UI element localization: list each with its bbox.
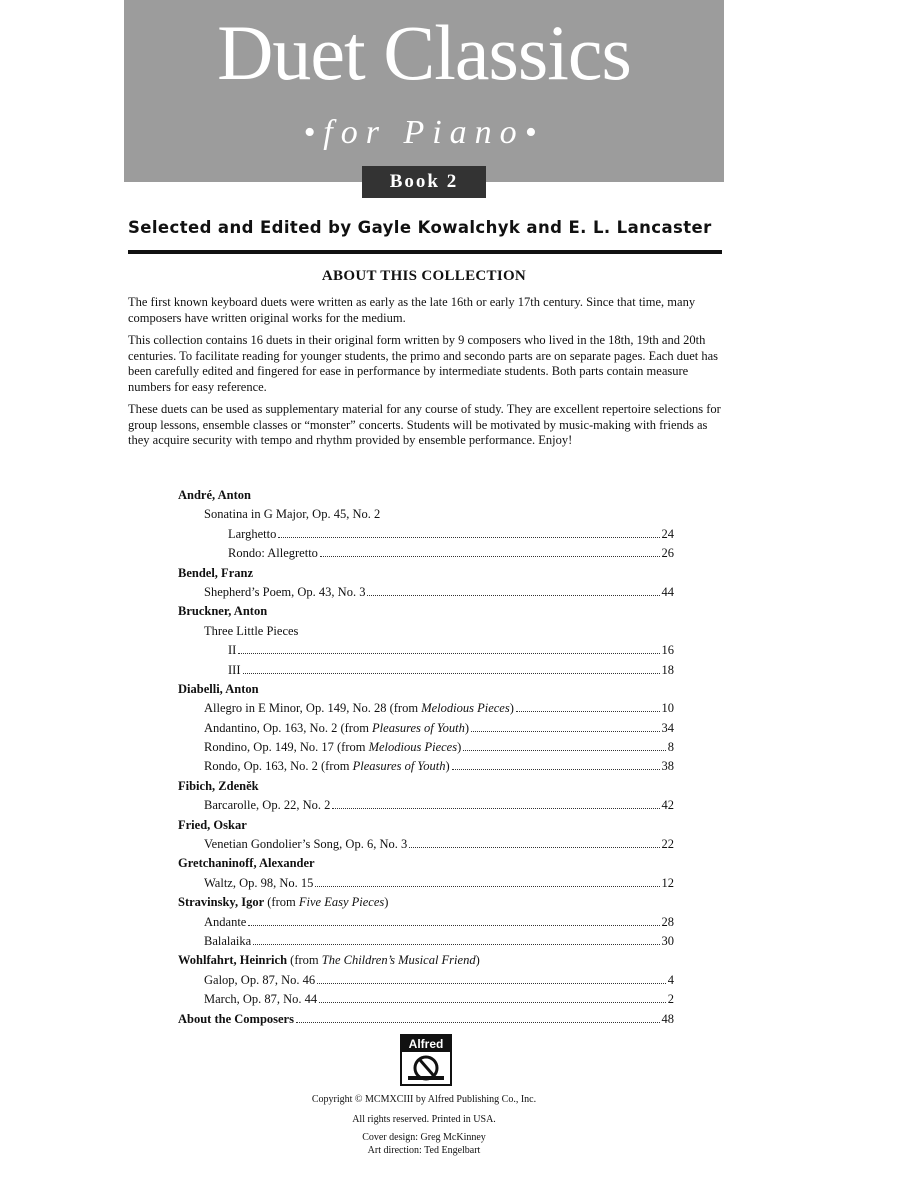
- toc-title: About the Composers: [178, 1011, 294, 1026]
- toc-composer: [178, 951, 674, 970]
- toc-source-title: The Children’s Musical Friend: [321, 953, 476, 968]
- toc-title: Allegro in E Minor, Op. 149, No. 28 (from: [204, 701, 419, 716]
- toc-title: Gretchaninoff, Alexander: [178, 856, 315, 871]
- toc-title: Rondino, Op. 149, No. 17 (from: [204, 740, 366, 755]
- toc-leader: [296, 1021, 660, 1023]
- toc-paren: ): [457, 740, 462, 755]
- toc-title: Fried, Oskar: [178, 817, 247, 832]
- book-number-badge: Book 2: [362, 166, 486, 198]
- toc-leader: [243, 672, 660, 674]
- toc-paren: ): [509, 701, 514, 716]
- toc-leader: [248, 924, 659, 926]
- toc-title: Andante: [204, 914, 247, 929]
- toc-leader: [238, 652, 659, 654]
- toc-entry: [178, 505, 674, 524]
- toc-page-number: 30: [661, 933, 674, 948]
- toc-composer: [178, 854, 674, 873]
- toc-page-number: 18: [661, 662, 674, 677]
- book-title: Duet Classics: [217, 9, 631, 96]
- toc-title: Larghetto: [228, 526, 277, 541]
- toc-title: Venetian Gondolier’s Song, Op. 6, No. 3: [204, 837, 408, 852]
- toc-title: Waltz, Op. 98, No. 15: [204, 875, 314, 890]
- toc-source-title: Five Easy Pieces: [298, 895, 385, 910]
- table-of-contents: [178, 486, 674, 1029]
- toc-composer: [178, 777, 674, 796]
- toc-page-number: 12: [661, 875, 674, 890]
- toc-entry: [178, 757, 674, 776]
- toc-entry: [178, 874, 674, 893]
- toc-title: Galop, Op. 87, No. 46: [204, 972, 316, 987]
- toc-source-title: Pleasures of Youth: [352, 759, 446, 774]
- about-text: [128, 295, 724, 456]
- toc-title: Bendel, Franz: [178, 565, 253, 580]
- toc-entry: [178, 583, 674, 602]
- toc-paren: ): [445, 759, 450, 774]
- toc-title: Diabelli, Anton: [178, 681, 259, 696]
- toc-entry: [178, 544, 674, 563]
- toc-page-number: 16: [661, 643, 674, 658]
- toc-title: March, Op. 87, No. 44: [204, 992, 318, 1007]
- toc-leader: [367, 594, 659, 596]
- heading-rule: [128, 250, 722, 254]
- toc-title: III: [228, 662, 241, 677]
- toc-page-number: 34: [661, 720, 674, 735]
- toc-page-number: 10: [661, 701, 674, 716]
- toc-page-number: 26: [661, 546, 674, 561]
- about-heading: ABOUT THIS COLLECTION: [321, 268, 527, 284]
- toc-page-number: 28: [661, 914, 674, 929]
- toc-leader: [319, 1001, 666, 1003]
- toc-paren: ): [464, 720, 470, 735]
- toc-page-number: 24: [661, 526, 674, 541]
- art-credit: Art direction: Ted Engelbart: [367, 1145, 481, 1156]
- toc-page-number: 8: [667, 740, 674, 755]
- toc-entry: [178, 622, 674, 641]
- about-paragraph: These duets can be used as supplementary material for any course of study. They are excellent repertoire selections for group lessons, ensemble classes or “monster” concerts. Students will be motivated by music-making with friends as they acquire security with tempo and rhythm provided by ensemble performance. Enjoy!: [128, 402, 721, 447]
- toc-source-title: Melodious Pieces: [368, 740, 458, 755]
- toc-title: Bruckner, Anton: [178, 604, 268, 619]
- toc-entry: [178, 699, 674, 718]
- toc-title: Barcarolle, Op. 22, No. 2: [204, 798, 331, 813]
- toc-page-number: 38: [661, 759, 674, 774]
- editors-credit: Selected and Edited by Gayle Kowalchyk and E. L. Lancaster: [128, 218, 712, 237]
- toc-source-title: Melodious Pieces: [421, 701, 510, 716]
- toc-entry: [178, 796, 674, 815]
- copyright-line: Copyright © MCMXCIII by Alfred Publishing Co., Inc.: [311, 1094, 537, 1105]
- toc-note: (from: [290, 953, 319, 968]
- toc-title: Balalaika: [204, 933, 252, 948]
- toc-note: (from: [267, 895, 296, 910]
- toc-entry: [178, 661, 674, 680]
- toc-entry: [178, 738, 674, 757]
- alfred-logo: [400, 1034, 452, 1086]
- toc-entry: [178, 990, 674, 1009]
- toc-entry: [178, 719, 674, 738]
- toc-title: Andantino, Op. 163, No. 2 (from: [204, 720, 369, 735]
- toc-title: Stravinsky, Igor: [178, 895, 265, 910]
- toc-page-number: 44: [661, 584, 674, 599]
- toc-paren: ): [475, 953, 480, 968]
- toc-leader: [463, 749, 665, 751]
- toc-entry: [178, 835, 674, 854]
- about-paragraph: This collection contains 16 duets in their original form written by 9 composers who lived in the 18th, 19th and 20th centuries. To facilitate reading for younger students, the primo and secondo parts are on separate pages. Each duet has been carefully edited and fingered for ease in performance by intermediate students. Both parts contain measure numbers for easy reference.: [128, 333, 719, 394]
- toc-title: Fibich, Zdeněk: [178, 778, 259, 793]
- book-subtitle: •for Piano•: [303, 114, 545, 151]
- toc-title: Wohlfahrt, Heinrich: [178, 953, 288, 968]
- toc-page-number: 2: [667, 992, 674, 1007]
- toc-page-number: 48: [661, 1011, 674, 1026]
- toc-leader: [332, 807, 659, 809]
- toc-title: André, Anton: [178, 488, 251, 502]
- toc-leader: [278, 536, 659, 538]
- toc-page-number: 22: [661, 837, 674, 852]
- toc-composer: [178, 564, 674, 583]
- toc-composer: [178, 602, 674, 621]
- toc-paren: ): [384, 895, 389, 910]
- toc-leader: [320, 555, 660, 557]
- toc-entry: [178, 971, 674, 990]
- toc-title: Three Little Pieces: [204, 623, 299, 638]
- toc-page-number: 42: [661, 798, 674, 813]
- cover-credit: Cover design: Greg McKinney: [362, 1132, 486, 1143]
- toc-leader: [253, 943, 659, 945]
- toc-title: Rondo: Allegretto: [228, 546, 318, 561]
- toc-leader: [317, 982, 666, 984]
- toc-leader: [452, 768, 660, 770]
- toc-composer: [178, 893, 674, 912]
- toc-composer: [178, 680, 674, 699]
- toc-entry: [178, 525, 674, 544]
- toc-composer: [178, 1010, 674, 1029]
- toc-composer: [178, 816, 674, 835]
- toc-source-title: Pleasures of Youth: [372, 720, 465, 735]
- toc-title: Shepherd’s Poem, Op. 43, No. 3: [204, 584, 366, 599]
- toc-entry: [178, 932, 674, 951]
- toc-leader: [516, 710, 660, 712]
- toc-entry: [178, 913, 674, 932]
- alfred-logo-word: Alfred: [402, 1036, 450, 1052]
- toc-leader: [315, 885, 659, 887]
- toc-leader: [471, 730, 659, 732]
- toc-leader: [409, 846, 659, 848]
- about-paragraph: The first known keyboard duets were written as early as the late 16th or early 17th century. Since that time, many composers have written original works for the medium.: [128, 295, 696, 325]
- alfred-logo-mark-icon: [406, 1054, 446, 1082]
- toc-composer: [178, 486, 674, 505]
- toc-page-number: 4: [667, 972, 674, 987]
- toc-entry: [178, 641, 674, 660]
- toc-title: Sonatina in G Major, Op. 45, No. 2: [204, 507, 381, 522]
- rights-line: All rights reserved. Printed in USA.: [352, 1114, 496, 1125]
- toc-title: II: [228, 643, 237, 658]
- toc-title: Rondo, Op. 163, No. 2 (from: [204, 759, 350, 774]
